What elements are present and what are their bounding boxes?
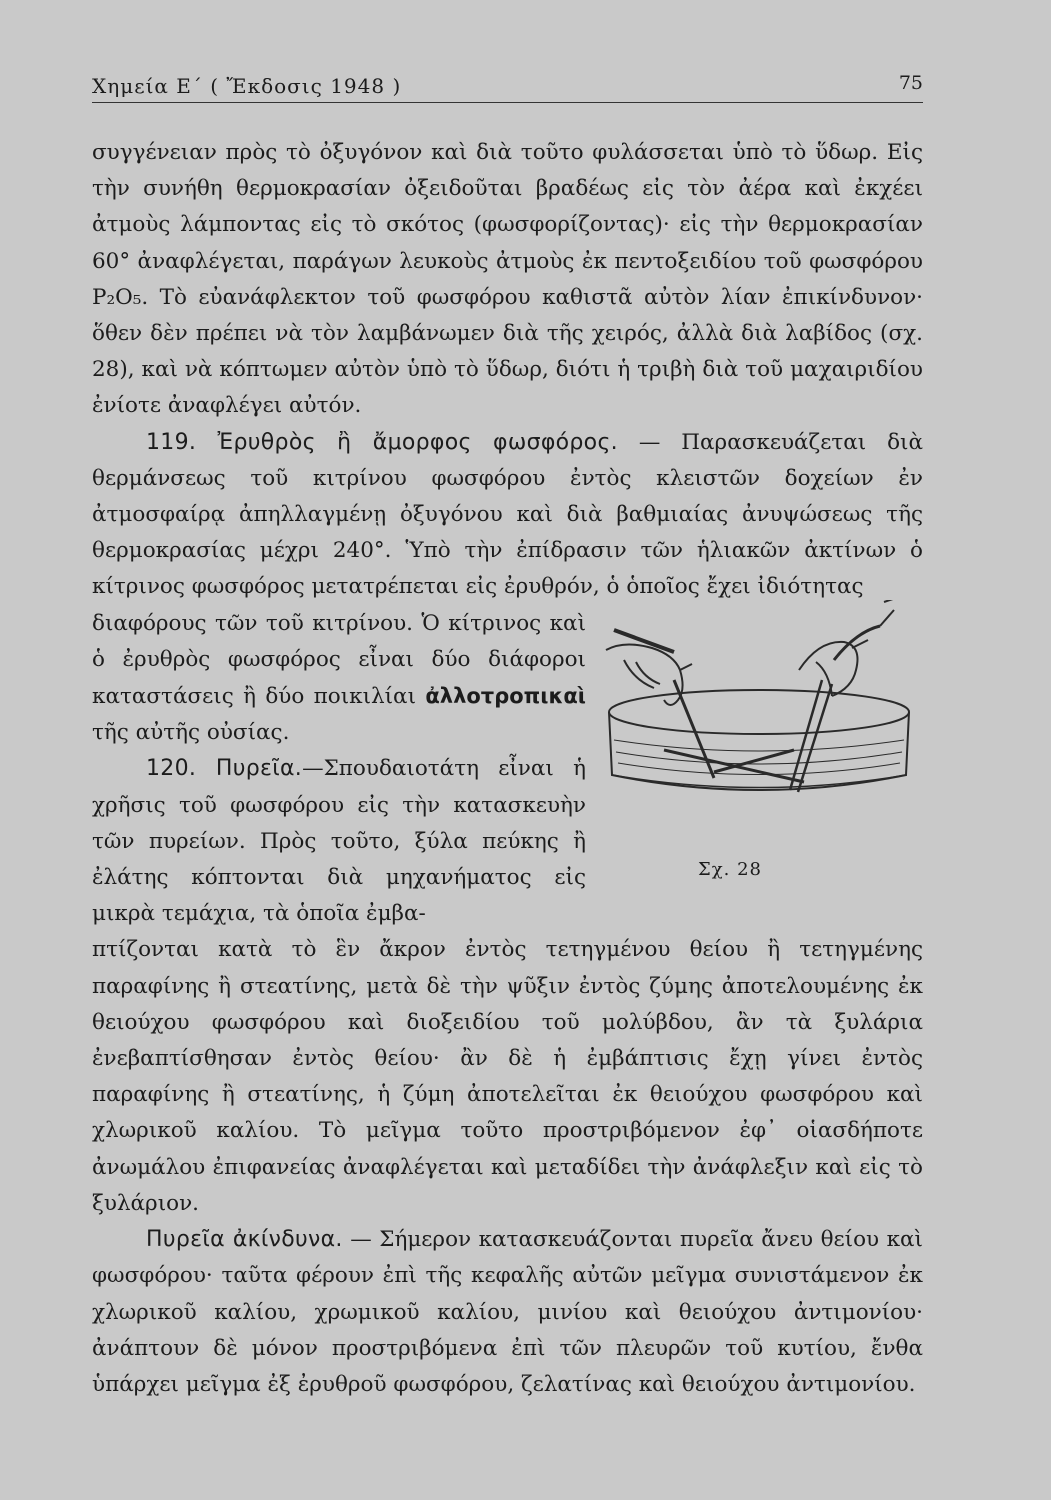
section-120-heading: 120. Πυρεῖα. bbox=[146, 756, 303, 782]
section-119-continued bbox=[92, 606, 586, 752]
running-header bbox=[92, 70, 923, 103]
section-119-end: τῆς αὐτῆς οὐσίας. bbox=[92, 720, 290, 746]
section-119-heading: 119. Ἐρυθρὸς ἢ ἄμορφος φωσφόρος. bbox=[146, 429, 618, 455]
hands-tongs-water-dish-icon bbox=[594, 600, 924, 850]
section-120 bbox=[92, 751, 586, 932]
allotropic-term: ἀλλοτροπικαὶ bbox=[425, 684, 586, 709]
page-body bbox=[92, 135, 923, 1403]
figure-caption: Σχ. 28 bbox=[698, 858, 762, 880]
figure-28 bbox=[594, 600, 924, 890]
paragraph-phosphorus-properties: συγγένειαν πρὸς τὸ ὀξυγόνον καὶ διὰ τοῦτο φυλάσσεται ὑπὸ τὸ ὕδωρ. Εἰς τὴν συνήθη θερμοκρασίαν ὀξειδοῦται βραδέως εἰς τὸν ἀέρα καὶ ἐκχέει ἀτμοὺς λάμποντας εἰς τὸ σκότος (φωσφορίζοντας)· εἰς τὴν θερμοκρασίαν 60° ἀναφλέγεται, παράγων λευκοὺς ἀτμοὺς ἐκ πεντοξειδίου τοῦ φωσφόρου P₂O₅. Τὸ εὐανάφλεκτον τοῦ φωσφόρου καθιστᾶ αὐτὸν λίαν ἐπικίνδυνον· ὅθεν δὲν πρέπει νὰ τὸν λαμβάνωμεν διὰ τῆς χειρός, ἀλλὰ διὰ λαβίδος (σχ. 28), καὶ νὰ κόπτωμεν αὐτὸν ὑπὸ τὸ ὕδωρ, διότι ἡ τριβὴ διὰ τοῦ μαχαιριδίου ἐνίοτε ἀναφλέγει αὐτόν. bbox=[92, 140, 923, 419]
section-119-text: — Παρασκευάζεται διὰ θερμάνσεως τοῦ κιτρίνου φωσφόρου ἐντὸς κλειστῶν δοχείων ἐν ἀτμοσφαίρᾳ ἀπηλλαγμένῃ ὀξυγόνου καὶ διὰ βαθμιαίας ἀνυψώσεως τῆς θερμοκρασίας μέχρι 240°. Ὑπὸ τὴν ἐπίδρασιν τῶν ἡλιακῶν ἀκτίνων ὁ κίτρινος φωσφόρος μετατρέπεται εἰς ἐρυθρόν, ὁ ὁποῖος ἔχει ἰδιότητας bbox=[92, 429, 923, 600]
page-number: 75 bbox=[898, 72, 923, 94]
header-title: Χημεία Ε΄ ( Ἔκδοσις 1948 ) bbox=[92, 74, 402, 98]
section-119-column-text: διαφόρους τῶν τοῦ κιτρίνου. Ὁ κίτρινος καὶ ὁ ἐρυθρὸς φωσφόρος εἶναι δύο διάφοροι καταστάσεις ἢ δύο ποικιλίαι bbox=[92, 610, 586, 710]
safety-matches-heading: Πυρεῖα ἀκίνδυνα. bbox=[146, 1227, 343, 1253]
figure-wrap-block bbox=[92, 606, 923, 933]
section-120-column-text: —Σπουδαιοτάτη εἶναι ἡ χρῆσις τοῦ φωσφόρου εἰς τὴν κατασκευὴν τῶν πυρείων. Πρὸς τοῦτο, ξύλα πεύκης ἢ ἐλάτης κόπτονται διὰ μηχανήματος εἰς μικρὰ τεμάχια, τὰ ὁποῖα ἐμβα- bbox=[92, 756, 586, 927]
section-119 bbox=[92, 425, 923, 606]
text-column bbox=[92, 606, 586, 933]
section-120-continued: πτίζονται κατὰ τὸ ἓν ἄκρον ἐντὸς τετηγμένου θείου ἢ τετηγμένης παραφίνης ἢ στεατίνης, μετὰ δὲ τὴν ψῦξιν ἐντὸς ζύμης ἀποτελουμένης ἐκ θειούχου φωσφόρου καὶ διοξειδίου τοῦ μολύβδου, ἂν τὰ ξυλάρια ἐνεβαπτίσθησαν ἐντὸς θείου· ἂν δὲ ἡ ἐμβάπτισις ἔχῃ γίνει ἐντὸς παραφίνης ἢ στεατίνης, ἡ ζύμη ἀποτελεῖται ἐκ θειούχου φωσφόρου καὶ χλωρικοῦ καλίου. Τὸ μεῖγμα τοῦτο προστριβόμενον ἐφ᾽ οἱασδήποτε ἀνωμάλου ἐπιφανείας ἀναφλέγεται καὶ μεταδίδει τὴν ἀνάφλεξιν καὶ εἰς τὸ ξυλάριον. bbox=[92, 937, 923, 1216]
safety-matches-text: — Σήμερον κατασκευάζονται πυρεῖα ἄνευ θείου καὶ φωσφόρου· ταῦτα φέρουν ἐπὶ τῆς κεφαλῆς αὐτῶν μεῖγμα συνιστάμενον ἐκ χλωρικοῦ καλίου, χρωμικοῦ καλίου, μινίου καὶ θειούχου ἀντιμονίου· ἀνάπτουν δὲ μόνον προστριβόμενα ἐπὶ τῶν πλευρῶν τοῦ κυτίου, ἔνθα ὑπάρχει μεῖγμα ἐξ ἐρυθροῦ φωσφόρου, ζελατίνας καὶ θειούχου ἀντιμονίου. bbox=[92, 1227, 923, 1397]
safety-matches-section bbox=[92, 1222, 923, 1403]
